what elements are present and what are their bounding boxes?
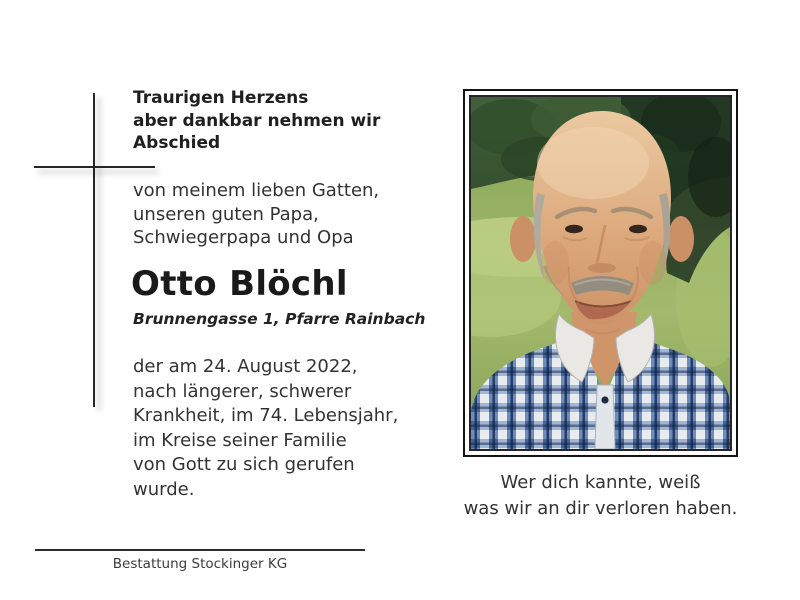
address-line: Brunnengasse 1, Pfarre Rainbach <box>133 310 426 328</box>
obituary-line: im Kreise seiner Familie <box>133 429 347 451</box>
footer-rule <box>35 549 365 551</box>
opening-line: Abschied <box>133 133 221 153</box>
relation-line: von meinem lieben Gatten, <box>133 180 380 201</box>
funeral-home-name: Bestattung Stockinger KG <box>112 556 288 572</box>
obituary-line: wurde. <box>133 478 195 500</box>
cross-vertical-line <box>93 93 95 407</box>
opening-phrase <box>133 87 380 155</box>
relation-text <box>133 179 379 250</box>
cross-horizontal-line <box>34 166 155 168</box>
obituary-line: nach längerer, schwerer <box>133 380 352 402</box>
deceased-name: Otto Blöchl <box>131 264 348 304</box>
obituary-line: Krankheit, im 74. Lebensjahr, <box>133 405 399 426</box>
caption-line: was wir an dir verloren haben. <box>463 497 738 519</box>
photo-frame <box>463 89 738 457</box>
obituary-text <box>133 355 398 502</box>
relation-line: unseren guten Papa, <box>133 203 319 225</box>
opening-line: aber dankbar nehmen wir <box>133 110 381 131</box>
photo-caption <box>448 470 753 521</box>
obituary-line: von Gott zu sich gerufen <box>133 454 355 475</box>
relation-line: Schwiegerpapa und Opa <box>133 227 354 248</box>
caption-line: Wer dich kannte, weiß <box>500 472 701 493</box>
portrait-photo <box>469 95 732 451</box>
obituary-line: der am 24. August 2022, <box>133 356 358 377</box>
opening-line: Traurigen Herzens <box>133 88 309 108</box>
